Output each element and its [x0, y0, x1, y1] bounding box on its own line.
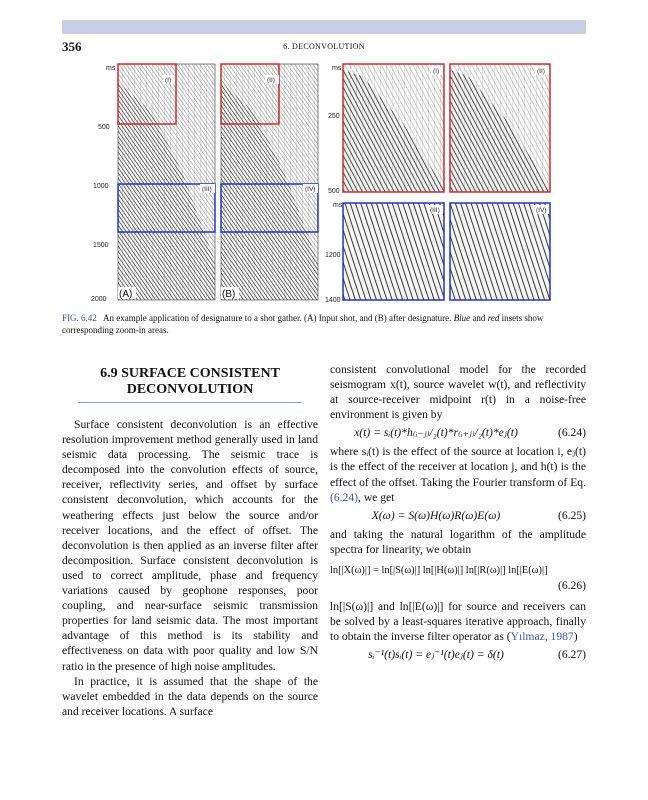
right-column [330, 362, 586, 666]
caption-and: and [472, 313, 486, 323]
equation-6-27 [330, 644, 586, 666]
panel-label-b: (B) [222, 289, 236, 300]
caption-text-1: An example application of designature to a shot gather. (A) Input shot, and (B) after designature. [103, 313, 452, 323]
left-axis-tick-500: 500 [98, 124, 110, 131]
equation-6-24-body: x(t) = sᵢ(t)*h₍ᵢ₋ⱼ₎/₂(t)*r₍ᵢ₊ⱼ₎/₂(t)*eⱼ(t) [354, 426, 518, 440]
caption-blue: Blue [453, 313, 471, 323]
zoom-label-iii: (III) [430, 207, 440, 214]
right-top-tick-250: 250 [328, 113, 340, 120]
eq-624-link[interactable]: (6.24) [330, 490, 359, 504]
section-title-line1: 6.9 SURFACE CONSISTENT [100, 366, 280, 381]
equation-6-25-body: X(ω) = S(ω)H(ω)R(ω)E(ω) [371, 508, 501, 522]
running-head: 6. DECONVOLUTION [283, 42, 365, 51]
equation-6-27-body: sᵢ⁻¹(t)sᵢ(t) = eⱼ⁻¹(t)eⱼ(t) = δ(t) [368, 648, 504, 662]
equation-6-26-body: ln[|X(ω)|] = ln[|S(ω)|] ln[|H(ω)|] ln[|R(ω)|] ln[|E(ω)|] [330, 564, 548, 576]
paragraph-1: Surface consistent deconvolution is an effective resolution improvement method generally used in land seismic data processing. The seismic trace is decomposed into the convolution effects of source, receiver, reflectivity series, and offset by surface consistent deconvolution, which accounts for the weathering effects just below the source and/or receiver locations, and the effect of offset. The deconvolution is then applied as an inverse filter after decomposition. Surface consistent deconvolution is used to correct amplitude, phase and frequency variations caused by geophone responses, poor coupling, and near-surface seismic transmission properties for land seismic data. The most important advantage of this method is its stability and effectiveness on data with poor quality and low S/N ratio in the presence of high noise amplitudes. [62, 418, 318, 673]
equation-6-24 [330, 422, 586, 444]
right-paragraph-2-text: where sᵢ(t) is the effect of the source at location i, eⱼ(t) is the effect of the receiver at location j, and h(t) is the effect of the offset. Taking the Fourier transform of Eq. [330, 445, 586, 489]
equation-6-25 [330, 505, 586, 527]
yilmaz-1987-link[interactable]: Yılmaz, 1987 [510, 630, 574, 644]
panel-a [118, 64, 215, 300]
right-paragraph-3: and taking the natural logarithm of the amplitude spectra for linearity, we obtain [330, 527, 586, 556]
section-rule [78, 402, 302, 403]
right-paragraph-2-end: , we get [358, 490, 395, 504]
equation-6-27-number: (6.27) [557, 648, 586, 662]
left-axis-tick-1500: 1500 [93, 242, 109, 249]
zoom-label-ii: (II) [537, 68, 545, 75]
figure-label: FIG. 6.42 [62, 313, 97, 323]
left-axis-tick-1000: 1000 [93, 183, 109, 190]
right-top-axis-unit: ms [332, 65, 342, 72]
left-axis-tick-2000: 2000 [91, 296, 107, 303]
header-band [62, 20, 586, 34]
zoom-inset-iv [450, 203, 550, 300]
zoom-label-i: (I) [433, 68, 440, 75]
paragraph-2: In practice, it is assumed that the shape of the wavelet embedded in the data depends on the source and receiver locations. A surface [62, 674, 318, 718]
inset-label-iii-a: (III) [202, 186, 212, 193]
left-axis-unit: ms [106, 65, 116, 72]
equation-6-26-number: (6.26) [557, 578, 586, 592]
right-paragraph-4-end: ) [573, 630, 578, 644]
left-column [62, 366, 318, 719]
caption-red: red [487, 313, 500, 323]
equation-6-25-number: (6.25) [557, 508, 586, 522]
right-paragraph-4-text: ln[|S(ω)|] and ln[|E(ω)|] for source and receivers can be solved by a least-squares iterative approach, finally to obtain the inverse filter operator as ( [330, 599, 586, 644]
figure-6-42 [62, 62, 586, 304]
right-paragraph-2 [330, 444, 586, 504]
right-top-tick-500: 500 [328, 188, 340, 195]
equation-6-24-number: (6.24) [557, 426, 586, 440]
right-paragraph-1: consistent convolutional model for the recorded seismogram x(t), source wavelet w(t), and reflectivity at source-receiver midpoint r(t) in a noise-free environment is given by [330, 363, 586, 422]
page-number: 356 [62, 39, 82, 54]
right-bottom-tick-1200: 1200 [325, 252, 341, 259]
equation-6-26 [330, 557, 586, 593]
right-paragraph-4 [330, 599, 586, 644]
zoom-inset-iii [343, 203, 444, 300]
zoom-inset-ii [450, 64, 550, 192]
section-title-line2: DECONVOLUTION [126, 382, 254, 397]
panel-b [221, 64, 318, 300]
right-bottom-axis-unit: ms [333, 202, 343, 209]
inset-label-iv-b: (IV) [305, 186, 316, 193]
panel-label-a: (A) [119, 289, 133, 300]
inset-label-ii-b: (II) [267, 77, 275, 84]
inset-label-i-a: (I) [165, 77, 172, 84]
caption-text-2: insets show corresponding zoom-in areas. [62, 313, 544, 335]
right-bottom-tick-1400: 1400 [325, 297, 341, 304]
zoom-inset-i [343, 64, 444, 192]
figure-caption [62, 312, 586, 336]
zoom-label-iv: (IV) [536, 207, 547, 214]
